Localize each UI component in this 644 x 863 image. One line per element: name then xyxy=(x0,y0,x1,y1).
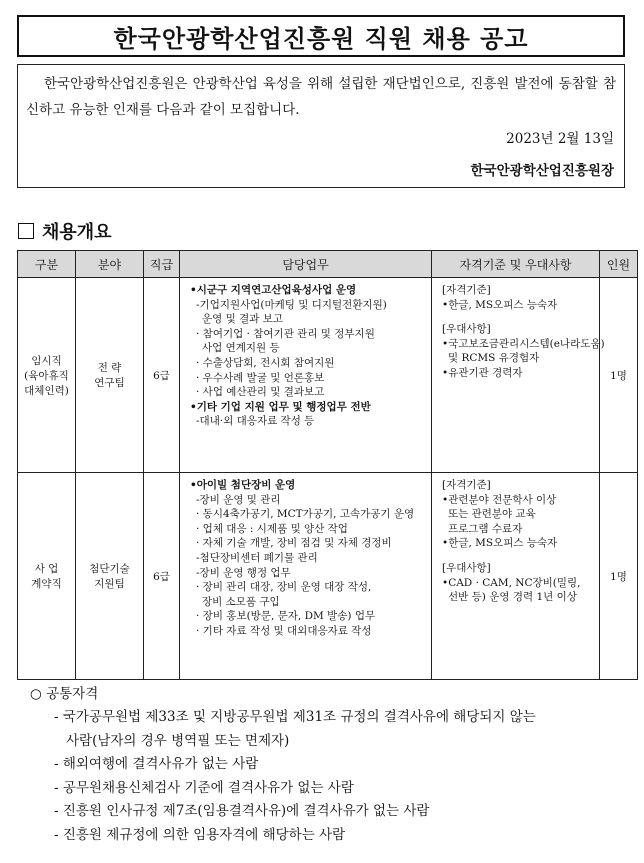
header-cell: 담당업무 xyxy=(180,251,432,278)
section-title: 채용개요 xyxy=(42,222,112,243)
duty-line: -장비 운영 및 관리 xyxy=(196,493,281,506)
grade-cell xyxy=(144,278,180,473)
field-cell xyxy=(76,278,144,473)
qualification-line: •한글, MS오피스 능숙자 xyxy=(442,537,558,550)
duty-line: · 장비 관리 대장, 장비 운영 대장 작성, xyxy=(196,581,372,594)
title-box xyxy=(17,15,625,57)
duties-cell xyxy=(180,473,432,680)
square-bullet-icon xyxy=(18,223,34,239)
common-heading: ○ 공통자격 xyxy=(30,686,99,702)
cell-line: 임시직 xyxy=(31,354,62,367)
announcement-date: 2023년 2월 13일 xyxy=(506,131,614,147)
duty-line: · 자체 기술 개발, 장비 점검 및 자체 경정비 xyxy=(196,537,392,550)
spacer xyxy=(438,551,593,561)
qualification-line: 프로그램 수료자 xyxy=(448,522,523,535)
spacer xyxy=(438,312,593,322)
qualifications-cell xyxy=(432,278,605,473)
duty-line: 운영 및 결과 보고 xyxy=(202,313,284,326)
qualification-line: [자격기준] xyxy=(442,284,491,296)
qualifications-cell xyxy=(432,473,600,680)
cell-line: 대체인력) xyxy=(24,384,69,397)
duty-line: •기타 기업 지원 업무 및 행정업무 전반 xyxy=(190,400,371,413)
qualification-line: [자격기준] xyxy=(442,479,491,491)
duty-line: -대내·외 대응자료 작성 등 xyxy=(196,415,315,428)
headcount-value: 1명 xyxy=(610,570,627,583)
header-cell: 직급 xyxy=(144,251,180,278)
duty-line: 장비 소모품 구입 xyxy=(202,595,280,608)
common-qualification-item: 사람(남자의 경우 병역필 또는 면제자) xyxy=(66,732,290,749)
grade-cell xyxy=(144,473,180,680)
duty-line: · 우수사례 발굴 및 언론홍보 xyxy=(196,371,325,384)
qualification-line: 또는 관련분야 교육 xyxy=(448,508,536,521)
qualification-line: •유관기관 경력자 xyxy=(442,366,523,379)
intro-box xyxy=(17,64,625,188)
common-qualification-item: - 국가공무원법 제33조 및 지방공무원법 제31조 규정의 결격사유에 해당되지 않는 xyxy=(54,709,536,725)
headcount-value: 1명 xyxy=(610,369,627,382)
qualification-line: 선반 등) 운영 경력 1년 이상 xyxy=(448,591,577,604)
employment-type-cell xyxy=(18,473,76,680)
duty-line: -첨단장비센터 폐기물 관리 xyxy=(196,551,318,564)
headcount-cell xyxy=(600,278,638,473)
common-qualification-item: - 공무원채용신체검사 기준에 결격사유가 없는 사람 xyxy=(54,779,354,796)
common-qualifications xyxy=(30,682,630,847)
duty-line: · 사업 예산관리 및 결과보고 xyxy=(196,386,325,399)
duties-cell xyxy=(180,278,432,473)
cell-line: 사 업 xyxy=(34,563,59,575)
duty-line: · 장비 홍보(방문, 문자, DM 발송) 업무 xyxy=(196,610,376,623)
grade-value: 6급 xyxy=(153,369,170,382)
duty-line: · 기타 자료 작성 및 대외대응자료 작성 xyxy=(196,624,372,637)
qualification-line: •한글, MS오피스 능숙자 xyxy=(442,298,558,311)
cell-line: 연구팀 xyxy=(94,377,125,389)
common-qualification-item: - 진흥원 제규정에 의한 임용자격에 해당하는 사람 xyxy=(54,826,346,843)
employment-type-cell xyxy=(18,278,76,473)
grade-value: 6급 xyxy=(153,570,170,583)
duty-line: · 참여기업 · 참여기관 관리 및 정부지원 xyxy=(196,327,375,340)
cell-line: 계약직 xyxy=(31,578,62,590)
duty-line: · 업체 대응 : 시제품 및 양산 작업 xyxy=(196,522,348,535)
qualification-line: •국고보조금관리시스템(e나라도움) xyxy=(442,337,605,350)
duty-line: •시군구 지역연고산업육성사업 운영 xyxy=(190,284,357,296)
field-cell xyxy=(76,473,144,680)
header-cell: 분야 xyxy=(76,251,144,278)
qualification-line: [우대사항] xyxy=(442,323,491,336)
qualification-line: •CAD · CAM, NC장비(밀링, xyxy=(442,576,581,589)
qualification-line: •관련분야 전문학사 이상 xyxy=(442,493,557,506)
section-heading xyxy=(18,218,112,244)
qualification-line: 및 RCMS 유경험자 xyxy=(448,352,540,365)
table-row xyxy=(18,278,638,473)
qualification-line: [우대사항] xyxy=(442,561,491,574)
cell-line: 첨단기술 xyxy=(89,563,130,575)
common-qualification-item: - 해외여행에 결격사유가 없는 사람 xyxy=(54,756,259,772)
duty-line: -기업지원사업(마케팅 및 디지털전환지원) xyxy=(196,298,387,311)
common-qualification-item: - 진흥원 인사규정 제7조(임용결격사유)에 결격사유가 없는 사람 xyxy=(54,803,430,819)
table-header-row xyxy=(18,251,638,278)
table-row xyxy=(18,473,638,680)
page-title: 한국안광학산업진흥원 직원 채용 공고 xyxy=(113,24,529,53)
header-cell: 구분 xyxy=(18,251,76,278)
organization-head: 한국안광학산업진흥원장 xyxy=(470,163,614,179)
duty-line: · 수출상담회, 전시회 참여지원 xyxy=(196,356,335,369)
cell-line: 전 략 xyxy=(97,362,122,374)
intro-text: 한국안광학산업진흥원은 안광학산업 육성을 위해 설립한 재단법인으로, 진흥원 발전에 동참할 참신하고 유능한 인재를 다음과 같이 모집합니다. xyxy=(26,76,616,118)
header-cell: 인원 xyxy=(600,251,638,278)
duty-line: 사업 연계지원 등 xyxy=(202,342,280,355)
header-cell: 자격기준 및 우대사항 xyxy=(432,251,600,278)
headcount-cell xyxy=(600,473,638,680)
recruitment-table xyxy=(17,250,638,680)
duty-line: · 동시4축가공기, MCT가공기, 고속가공기 운영 xyxy=(196,508,415,521)
duty-line: •아이빌 첨단장비 운영 xyxy=(190,479,296,491)
cell-line: 지원팀 xyxy=(94,578,125,590)
duty-line: -장비 운영 행정 업무 xyxy=(196,566,291,579)
cell-line: (육아휴직 xyxy=(24,369,69,382)
